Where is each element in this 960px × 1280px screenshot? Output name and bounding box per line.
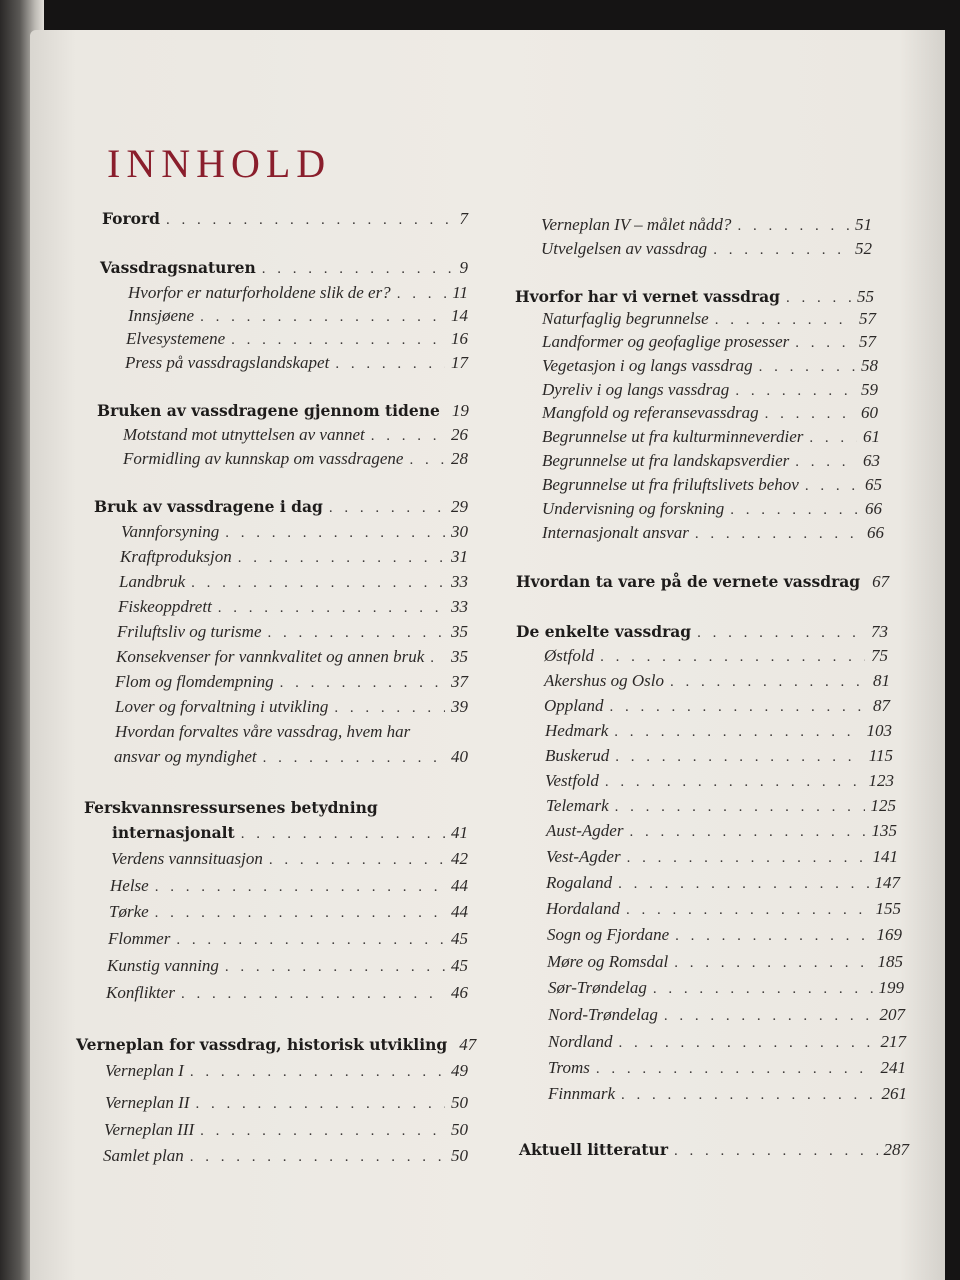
- toc-entry-kunstig-vanning: [107, 953, 468, 979]
- dot-leader: [409, 447, 445, 473]
- toc-heading-internasjonalt: [112, 820, 468, 846]
- dot-leader: [627, 845, 867, 871]
- toc-page-number: 155: [875, 899, 901, 918]
- dot-leader: [619, 1030, 875, 1056]
- toc-heading-de-enkelte-vassdrag: [516, 619, 888, 645]
- toc-entry-label: Lover og forvaltning i utvikling: [115, 697, 329, 716]
- toc-entry-helse: [110, 873, 468, 899]
- toc-entry-utvelgelsen-av-vassdrag: [541, 236, 872, 262]
- toc-page-number: 33: [451, 572, 468, 591]
- toc-page-number: 47: [459, 1035, 477, 1054]
- toc-entry-begrunnelse-ut-fra-kulturminneverdier: [542, 424, 880, 450]
- dot-leader: [713, 237, 849, 263]
- dot-leader: [695, 521, 861, 547]
- toc-page-number: 125: [870, 796, 896, 815]
- toc-entry-label: Vest-Agder: [546, 847, 621, 866]
- toc-page-number: 16: [451, 329, 468, 348]
- dot-leader: [614, 719, 860, 745]
- toc-entry-label: Mangfold og referansevassdrag: [542, 403, 759, 422]
- dot-leader: [181, 981, 445, 1007]
- toc-page-number: 135: [871, 821, 897, 840]
- toc-page-number: 61: [863, 427, 880, 446]
- toc-entry-nordland: [548, 1029, 906, 1055]
- toc-page-number: 45: [451, 929, 468, 948]
- toc-entry-label: internasjonalt: [112, 823, 235, 842]
- toc-entry-label: Flommer: [108, 929, 171, 948]
- toc-entry-landformer-og-geofaglige-prosesser: [542, 329, 876, 355]
- toc-entry-label: Forord: [102, 209, 161, 228]
- toc-page-number: 49: [451, 1061, 468, 1080]
- dot-leader: [621, 1082, 875, 1108]
- dot-leader: [670, 669, 867, 695]
- page-title: INNHOLD: [107, 141, 332, 186]
- toc-entry-label: De enkelte vassdrag: [516, 622, 692, 641]
- dot-leader: [155, 900, 445, 926]
- toc-entry-verneplan-ii: [105, 1090, 468, 1116]
- toc-page-number: 33: [451, 597, 468, 616]
- dot-leader: [664, 1003, 874, 1029]
- toc-entry-label: Verneplan I: [105, 1061, 184, 1080]
- toc-entry-label: Bruken av vassdragene gjennom tidene: [97, 401, 440, 420]
- toc-entry-elvesystemene: [126, 326, 468, 352]
- toc-page-number: 65: [865, 475, 882, 494]
- toc-page-number: 241: [880, 1058, 906, 1077]
- toc-entry-hedmark: [545, 718, 892, 744]
- toc-entry-verneplan-iii: [104, 1117, 468, 1143]
- dot-leader: [280, 670, 445, 696]
- dot-leader: [615, 794, 865, 820]
- toc-page-number: 207: [879, 1005, 905, 1024]
- toc-entry-label: Tørke: [109, 902, 149, 921]
- toc-entry-label: Internasjonalt ansvar: [542, 523, 689, 542]
- toc-heading-vassdragsnaturen: [100, 255, 468, 281]
- dot-leader: [176, 927, 445, 953]
- toc-entry-flom-og-flomdempning: [115, 669, 468, 695]
- dot-leader: [618, 871, 868, 897]
- toc-entry-label: Hordaland: [546, 899, 620, 918]
- toc-page-number: 35: [451, 622, 468, 641]
- toc-entry-label: Aktuell litteratur: [519, 1140, 668, 1159]
- toc-page-number: 87: [873, 696, 890, 715]
- toc-entry-label: Rogaland: [546, 873, 613, 892]
- toc-entry-label: Troms: [548, 1058, 590, 1077]
- toc-page-number: 44: [451, 902, 468, 921]
- toc-entry-begrunnelse-ut-fra-friluftslivets-behov: [542, 472, 882, 498]
- dot-leader: [241, 821, 445, 847]
- toc-entry-label: Begrunnelse ut fra kulturminneverdier: [542, 427, 804, 446]
- toc-entry-label: Nordland: [548, 1032, 613, 1051]
- toc-entry-akershus-og-oslo: [544, 668, 890, 694]
- toc-entry-label: Verneplan II: [105, 1093, 190, 1112]
- toc-page-number: 41: [451, 823, 468, 842]
- toc-entry-label: Helse: [110, 876, 149, 895]
- toc-entry-label: Hedmark: [545, 721, 609, 740]
- toc-page-number: 261: [881, 1084, 907, 1103]
- toc-entry-label: Ferskvannsressursenes betydning: [84, 798, 378, 817]
- toc-page-number: 217: [880, 1032, 906, 1051]
- toc-entry-friluftsliv-og-turisme: [117, 619, 468, 645]
- toc-page-number: 287: [883, 1140, 909, 1159]
- toc-entry-samlet-plan: [103, 1143, 468, 1169]
- toc-entry-ansvar-og-myndighet: [114, 744, 468, 770]
- toc-entry-oppland: [544, 693, 890, 719]
- toc-entry-label: Flom og flomdempning: [115, 672, 274, 691]
- toc-entry-label: Telemark: [546, 796, 609, 815]
- toc-page-number: 66: [867, 523, 884, 542]
- toc-page-number: 30: [451, 522, 468, 541]
- toc-page-number: 199: [878, 978, 904, 997]
- toc-page-number: 50: [451, 1146, 468, 1165]
- toc-page-number: 59: [861, 380, 878, 399]
- toc-page-number: 147: [874, 873, 900, 892]
- toc-entry-label: Undervisning og forskning: [542, 499, 725, 518]
- toc-page-number: 51: [855, 215, 872, 234]
- toc-entry-label: Finnmark: [548, 1084, 616, 1103]
- toc-heading-bruken-av-vassdragene-gjennom-tidene: [97, 398, 468, 424]
- toc-entry-verneplan-i: [105, 1058, 468, 1084]
- dot-leader: [596, 1056, 875, 1082]
- dot-leader: [675, 923, 870, 949]
- toc-page-number: 31: [451, 547, 468, 566]
- toc-page-number: 81: [873, 671, 890, 690]
- toc-entry-formidling-av-kunnskap-om-vassdragene: [123, 446, 468, 472]
- toc-entry-label: Utvelgelsen av vassdrag: [541, 239, 708, 258]
- toc-entry-troms: [548, 1055, 906, 1081]
- toc-entry-nord-tr-ndelag: [548, 1002, 905, 1028]
- dot-leader: [268, 620, 446, 646]
- toc-entry-label: Landformer og geofaglige prosesser: [542, 332, 790, 351]
- toc-page-number: 115: [868, 746, 893, 765]
- toc-page-number: 73: [871, 622, 888, 641]
- toc-page-number: 11: [452, 283, 468, 302]
- dot-leader: [605, 769, 863, 795]
- dot-leader: [191, 570, 445, 596]
- toc-page-number: 39: [451, 697, 468, 716]
- toc-entry-label: Fiskeoppdrett: [118, 597, 212, 616]
- toc-page-number: 60: [861, 403, 878, 422]
- dot-leader: [196, 1091, 445, 1117]
- dot-leader: [335, 351, 445, 377]
- toc-page-number: 26: [451, 425, 468, 444]
- toc-entry-label: Samlet plan: [103, 1146, 184, 1165]
- toc-entry-s-r-tr-ndelag: [548, 975, 904, 1001]
- toc-entry-label: Hvordan forvaltes våre vassdrag, hvem har: [115, 722, 411, 741]
- dot-leader: [615, 744, 863, 770]
- toc-entry-press-pa-vassdragslandskapet: [125, 350, 468, 376]
- toc-entry-label: Hvorfor har vi vernet vassdrag: [515, 287, 780, 306]
- toc-page-number: 42: [451, 849, 468, 868]
- dot-leader: [225, 520, 445, 546]
- toc-entry-label: Østfold: [544, 646, 595, 665]
- toc-entry-finnmark: [548, 1081, 907, 1107]
- toc-page-number: 40: [451, 747, 468, 766]
- toc-entry-vannforsyning: [121, 519, 468, 545]
- toc-page-number: 50: [451, 1093, 468, 1112]
- toc-entry-mangfold-og-referansevassdrag: [542, 400, 878, 426]
- toc-entry-label: Bruk av vassdragene i dag: [94, 497, 323, 516]
- toc-page-number: 63: [863, 451, 880, 470]
- dot-leader: [225, 954, 445, 980]
- toc-entry-label: Aust-Agder: [546, 821, 624, 840]
- dot-leader: [653, 976, 873, 1002]
- toc-entry-label: Sør-Trøndelag: [548, 978, 647, 997]
- toc-entry-label: Vassdragsnaturen: [100, 258, 256, 277]
- toc-entry-m-re-og-romsdal: [547, 949, 903, 975]
- toc-entry-konsekvenser-for-vannkvalitet-og-annen-bruk: [116, 644, 468, 670]
- toc-entry-label: Nord-Trøndelag: [548, 1005, 658, 1024]
- toc-entry-label: Akershus og Oslo: [544, 671, 664, 690]
- toc-entry-fiskeoppdrett: [118, 594, 468, 620]
- toc-page-number: 44: [451, 876, 468, 895]
- dot-leader: [218, 595, 445, 621]
- toc-entry-label: ansvar og myndighet: [114, 747, 257, 766]
- dot-leader: [190, 1059, 445, 1085]
- toc-entry-sogn-og-fjordane: [547, 922, 902, 948]
- dot-leader: [262, 256, 454, 282]
- toc-entry-label: Kraftproduksjon: [120, 547, 232, 566]
- toc-page-number: 14: [451, 306, 468, 325]
- toc-entry-label: Landbruk: [119, 572, 186, 591]
- toc-entry-motstand-mot-utnyttelsen-av-vannet: [123, 422, 468, 448]
- toc-page-number: 37: [451, 672, 468, 691]
- toc-page-number: 103: [866, 721, 892, 740]
- toc-entry-label: Elvesystemene: [126, 329, 226, 348]
- toc-entry-label: Naturfaglig begrunnelse: [542, 309, 709, 328]
- toc-entry-label: Konflikter: [106, 983, 175, 1002]
- toc-entry-hordaland: [546, 896, 901, 922]
- toc-entry-label: Motstand mot utnyttelsen av vannet: [123, 425, 365, 444]
- toc-entry-label: Hvordan ta vare på de vernete vassdrag: [516, 572, 861, 591]
- toc-entry-label: Begrunnelse ut fra friluftslivets behov: [542, 475, 799, 494]
- toc-entry-vegetasjon-i-og-langs-vassdrag: [542, 353, 878, 379]
- dot-leader: [674, 950, 871, 976]
- toc-entry-label: Verneplan IV – målet nådd?: [541, 215, 732, 234]
- toc-entry-aust-agder: [546, 818, 897, 844]
- toc-entry-stfold: [544, 643, 888, 669]
- toc-heading-verneplan-for-vassdrag-historisk-utvikling: [76, 1032, 477, 1058]
- toc-entry-label: Innsjøene: [128, 306, 195, 325]
- toc-page-number: 9: [459, 258, 468, 277]
- toc-heading-bruk-av-vassdragene-i-dag: [94, 494, 468, 520]
- toc-page-number: 66: [865, 499, 882, 518]
- toc-entry-label: Konsekvenser for vannkvalitet og annen bruk: [116, 647, 425, 666]
- toc-page-number: 169: [876, 925, 902, 944]
- toc-entry-label: Press på vassdragslandskapet: [125, 353, 330, 372]
- toc-entry-label: Vestfold: [545, 771, 599, 790]
- toc-page-number: 19: [451, 401, 469, 420]
- toc-page-number: 58: [861, 356, 878, 375]
- toc-entry-landbruk: [119, 569, 468, 595]
- dot-leader: [155, 874, 445, 900]
- toc-entry-verneplan-iv-ma-let-na-dd: [541, 212, 872, 238]
- toc-page-number: 29: [451, 497, 468, 516]
- dot-leader: [238, 545, 445, 571]
- toc-page-number: 7: [459, 209, 468, 228]
- dot-leader: [430, 645, 445, 671]
- toc-entry-flommer: [108, 926, 468, 952]
- toc-entry-rogaland: [546, 870, 900, 896]
- dot-leader: [190, 1144, 445, 1170]
- toc-page-number: 57: [859, 332, 876, 351]
- toc-entry-label: Verneplan III: [104, 1120, 195, 1139]
- toc-entry-label: Sogn og Fjordane: [547, 925, 670, 944]
- dot-leader: [626, 897, 870, 923]
- toc-page-number: 123: [868, 771, 894, 790]
- dot-leader: [329, 495, 445, 521]
- toc-page-number: 17: [451, 353, 468, 372]
- toc-entry-lover-og-forvaltning-i-utvikling: [115, 694, 468, 720]
- toc-entry-vest-agder: [546, 844, 898, 870]
- toc-heading-forord: [102, 206, 468, 232]
- toc-entry-label: Friluftsliv og turisme: [117, 622, 262, 641]
- toc-entry-t-rke: [109, 899, 468, 925]
- toc-page-number: 55: [857, 287, 874, 306]
- toc-entry-vestfold: [545, 768, 894, 794]
- toc-entry-telemark: [546, 793, 896, 819]
- toc-page-number: 67: [872, 572, 890, 591]
- toc-entry-label: Verdens vannsituasjon: [111, 849, 263, 868]
- dot-leader: [269, 847, 445, 873]
- toc-page-number: 52: [855, 239, 872, 258]
- toc-entry-undervisning-og-forskning: [542, 496, 882, 522]
- toc-heading-hvordan-ta-vare-pa-de-vernete-vassdrag: [516, 569, 890, 595]
- dot-leader: [263, 745, 445, 771]
- toc-entry-label: Vegetasjon i og langs vassdrag: [542, 356, 753, 375]
- toc-entry-begrunnelse-ut-fra-landskapsverdier: [542, 448, 880, 474]
- toc-entry-label: Vannforsyning: [121, 522, 220, 541]
- toc-page-number: 185: [877, 952, 903, 971]
- toc-entry-kraftproduksjon: [120, 544, 468, 570]
- dot-leader: [610, 694, 868, 720]
- dot-leader: [674, 1138, 878, 1164]
- dot-leader: [600, 644, 865, 670]
- toc-page-number: 141: [872, 847, 898, 866]
- toc-entry-konflikter: [106, 980, 468, 1006]
- toc-page-number: 46: [451, 983, 468, 1002]
- toc-entry-label: Oppland: [544, 696, 604, 715]
- toc-page-number: 57: [859, 309, 876, 328]
- toc-entry-label: Hvorfor er naturforholdene slik de er?: [128, 283, 391, 302]
- toc-page-number: 75: [871, 646, 888, 665]
- dot-leader: [166, 207, 453, 233]
- toc-entry-buskerud: [545, 743, 893, 769]
- toc-page-number: 28: [451, 449, 468, 468]
- dot-leader: [629, 819, 865, 845]
- toc-page-number: 45: [451, 956, 468, 975]
- toc-entry-label: Begrunnelse ut fra landskapsverdier: [542, 451, 790, 470]
- toc-entry-label: Formidling av kunnskap om vassdragene: [123, 449, 404, 468]
- toc-heading-aktuell-litteratur: [519, 1137, 909, 1163]
- toc-entry-label: Dyreliv i og langs vassdrag: [542, 380, 730, 399]
- toc-page-number: 50: [451, 1120, 468, 1139]
- toc-entry-label: Møre og Romsdal: [547, 952, 669, 971]
- toc-entry-internasjonalt-ansvar: [542, 520, 884, 546]
- toc-entry-verdens-vannsituasjon: [111, 846, 468, 872]
- toc-entry-label: Buskerud: [545, 746, 610, 765]
- toc-entry-label: Kunstig vanning: [107, 956, 219, 975]
- dot-leader: [334, 695, 445, 721]
- toc-page-number: 35: [451, 647, 468, 666]
- toc-entry-label: Verneplan for vassdrag, historisk utvikling: [76, 1035, 448, 1054]
- dot-leader: [200, 1118, 445, 1144]
